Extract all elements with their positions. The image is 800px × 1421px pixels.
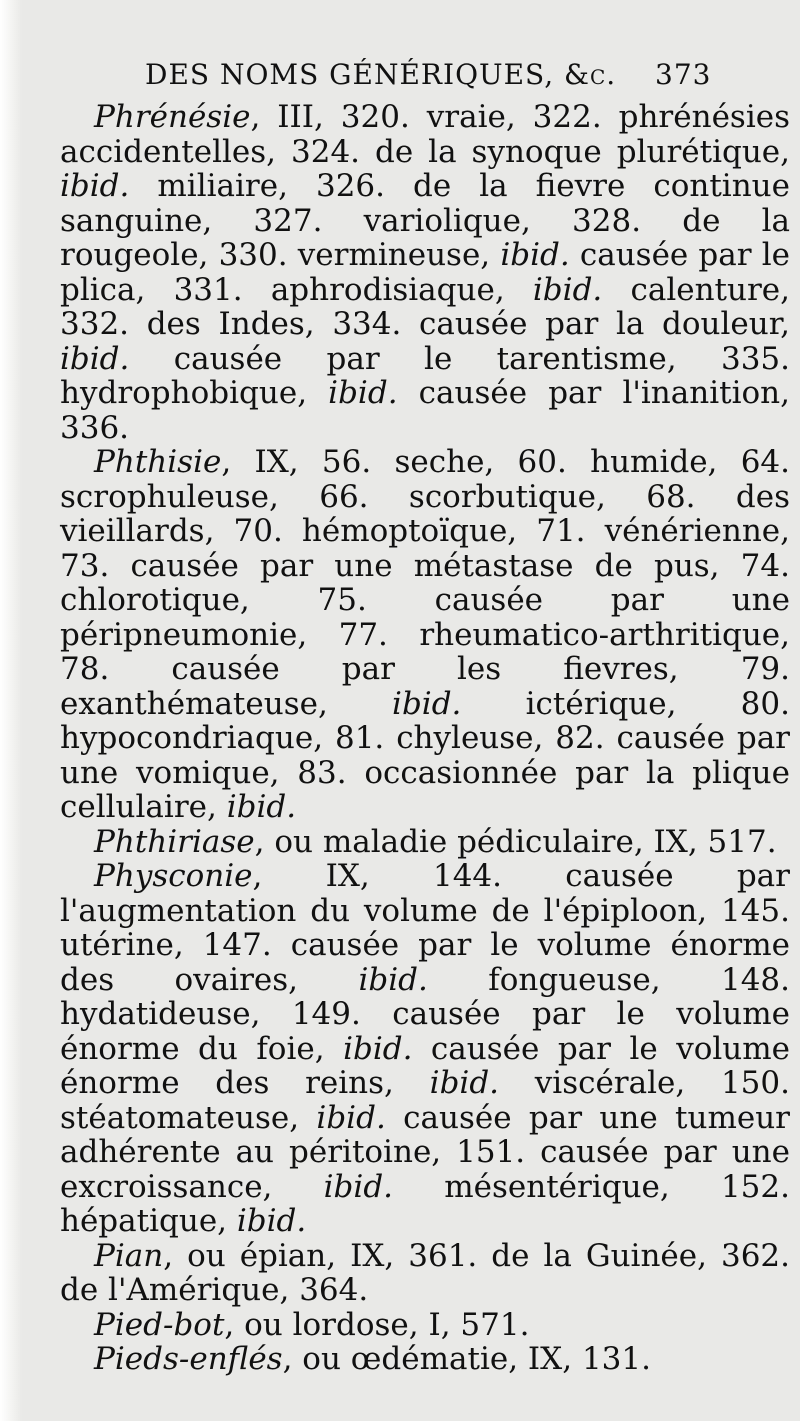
ibid-reference: ibid. [429,1065,500,1101]
ibid-reference: ibid. [343,1030,413,1067]
entry-text: , IX, 144. causée par l'augmentation du volume de l'épiploon, 145. utérine, 147. causée par le volume énorme des ovaires, ibid. fongueuse, 148. hydatideuse, 149. causée par le volume énorme du foie, ibid. causée par le volume énorme des reins, ibid. viscérale, 150. stéatomateuse, ibid. causée par une tumeur adhérente au péritoine, 151. causée par une excroissance, ibid. mésentérique, 152. hépatique, ibid. [60,858,790,1239]
index-entry [60,825,790,860]
entry-term: Pieds-enflés [94,1341,283,1377]
entry-term: Phthiriase [94,823,255,860]
ibid-reference: ibid. [316,1099,386,1136]
running-title: DES NOMS GÉNÉRIQUES, &c. [145,58,617,91]
page-number: 373 [655,58,712,91]
entry-term: Phrénésie [94,99,251,135]
entry-text: , ou lordose, I, 571. [224,1306,530,1343]
entry-text: , ou œdématie, IX, 131. [282,1341,651,1377]
ibid-reference: ibid. [328,375,398,411]
ibid-reference: ibid. [236,1203,307,1239]
ibid-reference: ibid. [358,961,428,998]
index-body [60,100,790,1377]
entry-term: Pied-bot [94,1306,225,1343]
index-entry [60,1239,790,1308]
index-entry [60,1308,790,1343]
entry-term: Pian [94,1237,164,1274]
entry-text: , IX, 56. seche, 60. humide, 64. scrophuleuse, 66. scorbutique, 68. des vieillards, 70. hémoptoïque, 71. vénérienne, 73. causée par une métastase de pus, 74. chlorotique, 75. causée par une péripneumonie, 77. rheumatico-arthritique, 78. causée par les fievres, 79. exanthémateuse, ibid. ictérique, 80. hypocondriaque, 81. chyleuse, 82. causée par une vomique, 83. occasionnée par la plique cellulaire, ibid. [60,444,790,825]
ibid-reference: ibid. [226,789,297,825]
entry-term: Phthisie [94,444,222,480]
entry-text: , III, 320. vraie, 322. phrénésies accidentelles, 324. de la synoque plurétique, ibid. miliaire, 326. de la fievre continue sanguine, 327. variolique, 328. de la rougeole, 330. vermineuse, ibid. causée par le plica, 331. aphrodisiaque, ibid. calenture, 332. des Indes, 334. causée par la douleur, ibid. causée par le tarentisme, 335. hydrophobique, ibid. causée par l'inanition, 336. [60,99,790,446]
ibid-reference: ibid. [392,685,462,722]
index-entry [60,859,790,1239]
entry-text: , ou épian, IX, 361. de la Guinée, 362. de l'Amérique, 364. [60,1237,790,1308]
ibid-reference: ibid. [323,1168,394,1205]
ibid-reference: ibid. [60,340,130,377]
index-entry [60,445,790,825]
ibid-reference: ibid. [60,168,130,204]
page-left-edge [0,0,22,1421]
running-header [60,52,800,102]
ibid-reference: ibid. [532,271,603,308]
entry-term: Physconie [94,858,253,894]
ibid-reference: ibid. [500,237,570,273]
index-entry [60,100,790,445]
entry-text: , ou maladie pédiculaire, IX, 517. [254,823,777,860]
index-entry [60,1342,790,1377]
